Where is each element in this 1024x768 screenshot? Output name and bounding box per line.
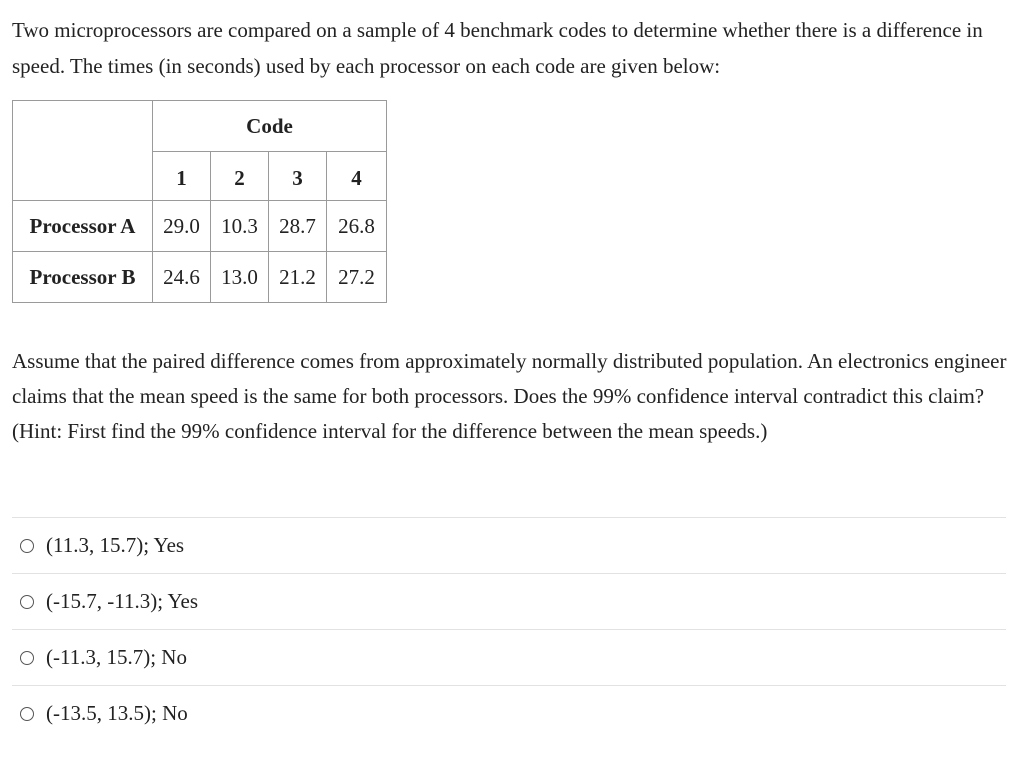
processor-b-label: Processor B — [13, 252, 153, 303]
answer-option-1[interactable] — [12, 518, 1006, 574]
question-intro: Two microprocessors are compared on a sample of 4 benchmark codes to determine whether there is a difference in speed. The times (in seconds) used by each processor on each code are given below: — [12, 18, 983, 78]
processor-a-label: Processor A — [13, 201, 153, 252]
table-row-processor-a — [13, 201, 387, 252]
code-3-header: 3 — [269, 152, 327, 201]
processor-a-code-4: 26.8 — [327, 201, 387, 252]
answer-option-label: (11.3, 15.7); Yes — [46, 533, 185, 557]
answer-option-label: (-11.3, 15.7); No — [46, 645, 187, 669]
code-2-header: 2 — [211, 152, 269, 201]
processor-a-code-1: 29.0 — [153, 201, 211, 252]
question-text: Assume that the paired difference comes from approximately normally distributed population. An electronics engineer claims that the mean speed is the same for both processors. Does the 99% confidence interval contradict this claim? (Hint: First find the 99% confidence interval for the difference between the mean speeds.) — [12, 349, 1007, 443]
answer-option-label: (-13.5, 13.5); No — [46, 701, 188, 725]
radio-button-icon[interactable] — [20, 539, 34, 553]
answer-option-3[interactable] — [12, 630, 1006, 686]
table-row-processor-b — [13, 252, 387, 303]
radio-button-icon[interactable] — [20, 651, 34, 665]
benchmark-table — [12, 100, 387, 303]
radio-button-icon[interactable] — [20, 707, 34, 721]
table-corner-cell — [13, 101, 153, 201]
processor-a-code-3: 28.7 — [269, 201, 327, 252]
processor-b-code-3: 21.2 — [269, 252, 327, 303]
answer-option-4[interactable] — [12, 686, 1006, 741]
answer-option-label: (-15.7, -11.3); Yes — [46, 589, 199, 613]
answer-option-2[interactable] — [12, 574, 1006, 630]
answer-options — [12, 517, 1006, 741]
processor-b-code-2: 13.0 — [211, 252, 269, 303]
code-header: Code — [153, 101, 387, 152]
code-4-header: 4 — [327, 152, 387, 201]
code-1-header: 1 — [153, 152, 211, 201]
processor-b-code-4: 27.2 — [327, 252, 387, 303]
processor-b-code-1: 24.6 — [153, 252, 211, 303]
processor-a-code-2: 10.3 — [211, 201, 269, 252]
radio-button-icon[interactable] — [20, 595, 34, 609]
